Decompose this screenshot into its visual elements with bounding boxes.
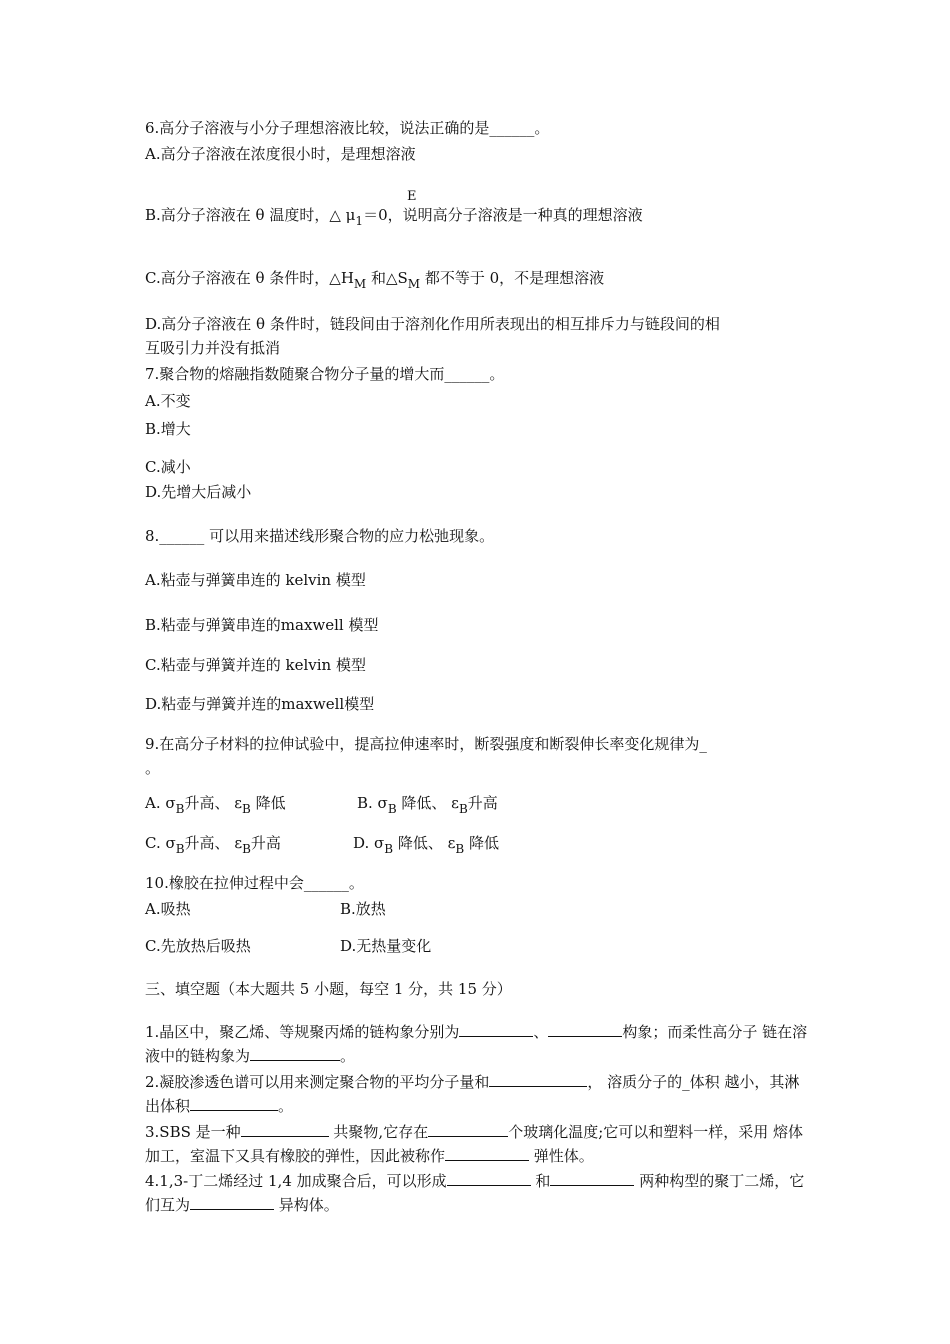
q6-c-subscript-1: M	[353, 277, 367, 291]
fill-1-text-2: 、	[533, 1023, 549, 1041]
q6-option-c-tail: 都不等于 0，不是理想溶液	[420, 269, 605, 287]
q9-a-mid: 升高、 ε	[184, 794, 242, 812]
fill-3-blank-1[interactable]	[241, 1122, 329, 1137]
q6-b-superscript: E	[407, 189, 417, 204]
fill-3-text-1: 3.SBS 是一种	[145, 1123, 241, 1141]
q9-d-post: 降低	[464, 834, 500, 852]
fill-question-2	[145, 1070, 810, 1118]
q10-stem: 10.橡胶在拉伸过程中会______。	[145, 874, 364, 892]
fill-2-blank-2[interactable]	[190, 1096, 278, 1111]
q9-d-label: D. σ	[353, 834, 385, 852]
q10-option-b: B.放热	[340, 900, 386, 918]
q9-c-sub2: B	[242, 842, 251, 856]
fill-1-text-4: 。	[340, 1047, 356, 1065]
fill-2-text-1: 2.凝胶渗透色谱可以用来测定聚合物的平均分子量和	[145, 1073, 490, 1091]
q9-b-sub2: B	[458, 802, 468, 816]
fill-3-text-2: 共聚物,它存在	[328, 1123, 429, 1141]
fill-3-text-4: 弹性体。	[529, 1147, 594, 1165]
q9-a-sub1: B	[175, 802, 185, 816]
fill-question-3	[145, 1120, 810, 1168]
q9-b-post: 升高	[467, 794, 498, 812]
fill-2-text-3: 。	[278, 1097, 294, 1115]
fill-4-text-1: 4.1,3-丁二烯经过 1,4 加成聚合后，可以形成	[145, 1172, 447, 1190]
q9-c-post: 升高	[250, 834, 281, 852]
q9-a-label: A. σ	[145, 794, 176, 812]
fill-4-blank-2[interactable]	[550, 1171, 634, 1186]
fill-4-text-2: 和	[530, 1172, 551, 1190]
q7-option-b: B.增大	[145, 420, 191, 438]
q8-option-b: B.粘壶与弹簧串连的maxwell 模型	[145, 616, 379, 634]
q6-option-c-text: C.高分子溶液在 θ 条件时，△H	[145, 269, 354, 287]
fill-question-4	[145, 1169, 810, 1217]
q10-option-a: A.吸热	[145, 900, 191, 918]
q9-d-sub1: B	[384, 842, 394, 856]
fill-4-blank-3[interactable]	[190, 1195, 274, 1210]
fill-question-1	[145, 1020, 810, 1068]
q6-c-subscript-2: M	[407, 277, 421, 291]
q7-stem: 7.聚合物的熔融指数随聚合物分子量的增大而______。	[145, 365, 505, 383]
q9-option-d	[353, 833, 499, 854]
fill-4-text-3: 两种构型的聚丁二烯，它们互为	[145, 1172, 805, 1214]
q8-option-c: C.粘壶与弹簧并连的 kelvin 模型	[145, 656, 366, 674]
q8-option-d: D.粘壶与弹簧并连的maxwell模型	[145, 695, 375, 713]
q6-option-b-tail: ＝0，说明高分子溶液是一种真的理想溶液	[363, 206, 643, 224]
fill-3-blank-2[interactable]	[428, 1122, 508, 1137]
q10-option-d: D.无热量变化	[340, 937, 432, 955]
q9-stem-line2: 。	[145, 759, 161, 777]
fill-1-blank-3[interactable]	[250, 1046, 340, 1061]
q9-options-row2	[145, 833, 665, 854]
fill-1-text-1: 1.晶区中，聚乙烯、等规聚丙烯的链构象分别为	[145, 1023, 460, 1041]
q6-option-d-line1: D.高分子溶液在 θ 条件时，链段间由于溶剂化作用所表现出的相互排斥力与链段间的相	[145, 315, 720, 333]
q9-b-mid: 降低、 ε	[396, 794, 459, 812]
q6-option-b	[145, 189, 643, 228]
q9-d-sub2: B	[455, 842, 465, 856]
q6-b-subscript: 1	[355, 214, 364, 228]
q6-option-c	[145, 268, 604, 289]
fill-2-blank-1[interactable]	[489, 1072, 587, 1087]
q9-stem-line1: 9.在高分子材料的拉伸试验中，提高拉伸速率时，断裂强度和断裂伸长率变化规律为_	[145, 735, 707, 753]
q10-options-row2	[145, 936, 545, 956]
fill-1-blank-2[interactable]	[548, 1022, 622, 1037]
q9-c-mid: 升高、 ε	[184, 834, 243, 852]
fill-4-blank-1[interactable]	[447, 1171, 531, 1186]
fill-2-text-2: ， 溶质分子的_体积 越小，其淋出体积	[145, 1073, 800, 1115]
q9-option-c	[145, 834, 281, 856]
q9-option-b	[357, 793, 498, 814]
q7-option-c: C.减小	[145, 458, 191, 476]
q9-c-label: C. σ	[145, 834, 176, 852]
fill-3-blank-3[interactable]	[445, 1146, 529, 1161]
q9-options-row1	[145, 793, 665, 814]
fill-3-text-3: 个玻璃化温度;它可以和塑料一样，采用 熔体加工，室温下又具有橡胶的弹性，因此被称作	[145, 1123, 804, 1165]
q8-option-a: A.粘壶与弹簧串连的 kelvin 模型	[145, 571, 366, 589]
q7-option-a: A.不变	[145, 392, 191, 410]
q9-b-sub1: B	[387, 802, 397, 816]
q9-a-sub2: B	[241, 802, 251, 816]
fill-1-text-3: 构象；而柔性高分子 链在溶液中的链构象为	[145, 1023, 808, 1065]
q6-option-a: A.高分子溶液在浓度很小时，是理想溶液	[145, 145, 416, 163]
fill-4-text-4: 异构体。	[274, 1196, 339, 1214]
q6-option-b-text: B.高分子溶液在 θ 温度时，△ μ	[145, 206, 356, 224]
q9-a-post: 降低	[250, 794, 286, 812]
q10-option-c: C.先放热后吸热	[145, 937, 251, 955]
q9-option-a	[145, 794, 286, 816]
q9-b-label: B. σ	[357, 794, 388, 812]
section3-heading: 三、填空题（本大题共 5 小题，每空 1 分，共 15 分）	[145, 980, 512, 998]
q6-option-c-mid: 和△S	[366, 269, 408, 287]
q9-d-mid: 降低、 ε	[393, 834, 456, 852]
fill-1-blank-1[interactable]	[459, 1022, 533, 1037]
q10-options-row1	[145, 899, 545, 919]
q8-stem: 8.______ 可以用来描述线形聚合物的应力松弛现象。	[145, 527, 495, 545]
q6-stem: 6.高分子溶液与小分子理想溶液比较，说法正确的是______。	[145, 119, 550, 137]
q6-option-d-line2: 互吸引力并没有抵消	[145, 339, 281, 357]
q9-c-sub1: B	[175, 842, 185, 856]
q7-option-d: D.先增大后减小	[145, 483, 252, 501]
